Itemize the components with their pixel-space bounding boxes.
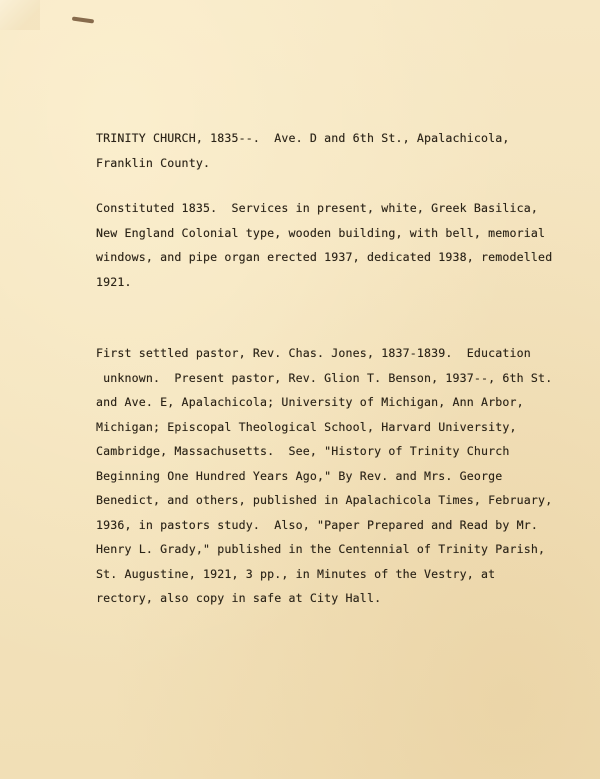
text-line: TRINITY CHURCH, 1835--. Ave. D and 6th St., Apalachicola, <box>96 131 510 145</box>
ink-mark <box>72 16 94 23</box>
text-line: New England Colonial type, wooden building, with bell, memorial <box>96 225 546 240</box>
heading-paragraph <box>96 126 566 175</box>
text-line: Henry L. Grady," published in the Centennial of Trinity Parish, <box>96 542 546 556</box>
text-line: rectory, also copy in safe at City Hall. <box>96 591 382 605</box>
text-line: Franklin County. <box>96 155 211 170</box>
text-line: windows, and pipe organ erected 1937, dedicated 1938, remodelled <box>96 250 553 264</box>
text-line: 1936, in pastors study. Also, "Paper Prepared and Read by Mr. <box>96 517 539 532</box>
text-line: unknown. Present pastor, Rev. Glion T. Benson, 1937--, 6th St. <box>96 370 553 385</box>
pastor-paragraph <box>96 341 566 611</box>
paper-corner <box>0 0 40 30</box>
text-line: Michigan; Episcopal Theological School, Harvard University, <box>96 419 517 434</box>
text-line: and Ave. E, Apalachicola; University of Michigan, Ann Arbor, <box>96 395 524 409</box>
constitution-paragraph <box>96 196 566 294</box>
text-line: 1921. <box>96 274 132 289</box>
text-line: Cambridge, Massachusetts. See, "History of Trinity Church <box>96 444 510 458</box>
text-line: First settled pastor, Rev. Chas. Jones, 1837-1839. Education <box>96 346 531 360</box>
text-line: Benedict, and others, published in Apalachicola Times, February, <box>96 493 553 507</box>
text-line: Constituted 1835. Services in present, white, Greek Basilica, <box>96 201 539 215</box>
text-line: Beginning One Hundred Years Ago," By Rev. and Mrs. George <box>96 468 503 483</box>
text-line: St. Augustine, 1921, 3 pp., in Minutes of the Vestry, at <box>96 566 496 581</box>
